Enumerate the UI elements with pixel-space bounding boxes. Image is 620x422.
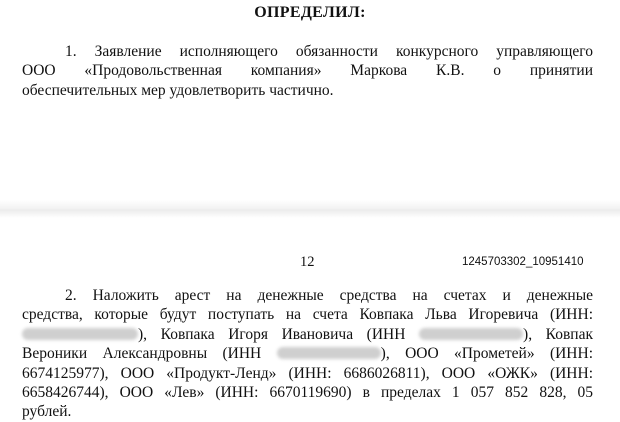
paragraph-1-line-2: ООО «Продовольственная компания» Маркова К.В. о принятии: [22, 62, 593, 80]
document-id: 1245703302_10951410: [462, 256, 584, 268]
paragraph-2-line-4: [22, 344, 593, 363]
paragraph-2-line-2: средства, которые будут поступать на счета Ковпака Льва Игоревича (ИНН:: [22, 306, 593, 324]
paragraph-2-line-3-text-a: ), Ковпака Игоря Ивановича (ИНН: [138, 325, 406, 343]
paragraph-2: [22, 286, 593, 422]
page-number: 12: [300, 254, 315, 270]
redacted-inn-3: [277, 347, 381, 359]
paragraph-1-line-1: 1. Заявление исполняющего обязанности конкурсного управляющего: [65, 43, 593, 60]
paragraph-1: [22, 42, 593, 100]
ruling-heading: ОПРЕДЕЛИЛ:: [254, 4, 366, 21]
redacted-inn-2: [419, 328, 523, 340]
paragraph-2-line-3: [22, 325, 593, 344]
paragraph-1-line-3: обеспечительных мер удовлетворить частично.: [22, 81, 334, 99]
paragraph-2-line-6: 6658426744), ООО «Лев» (ИНН: 6670119690) в пределах 1 057 852 828, 05: [22, 384, 593, 402]
paragraph-2-line-4-text-b: ), ООО «Прометей» (ИНН:: [380, 345, 594, 363]
paragraph-2-line-3-text-b: ), Ковпак: [523, 325, 593, 343]
paragraph-2-line-4-text-a: Вероники Александровны (ИНН: [22, 345, 262, 363]
paragraph-2-line-5: 6674125977), ООО «Продукт-Ленд» (ИНН: 6686026811), ООО «ОЖК» (ИНН:: [22, 364, 593, 382]
redacted-inn-1: [22, 328, 138, 340]
paragraph-2-line-7: рублей.: [22, 403, 72, 421]
page-break-divider: [0, 200, 620, 218]
paragraph-2-line-1: 2. Наложить арест на денежные средства на счетах и денежные: [65, 287, 593, 304]
